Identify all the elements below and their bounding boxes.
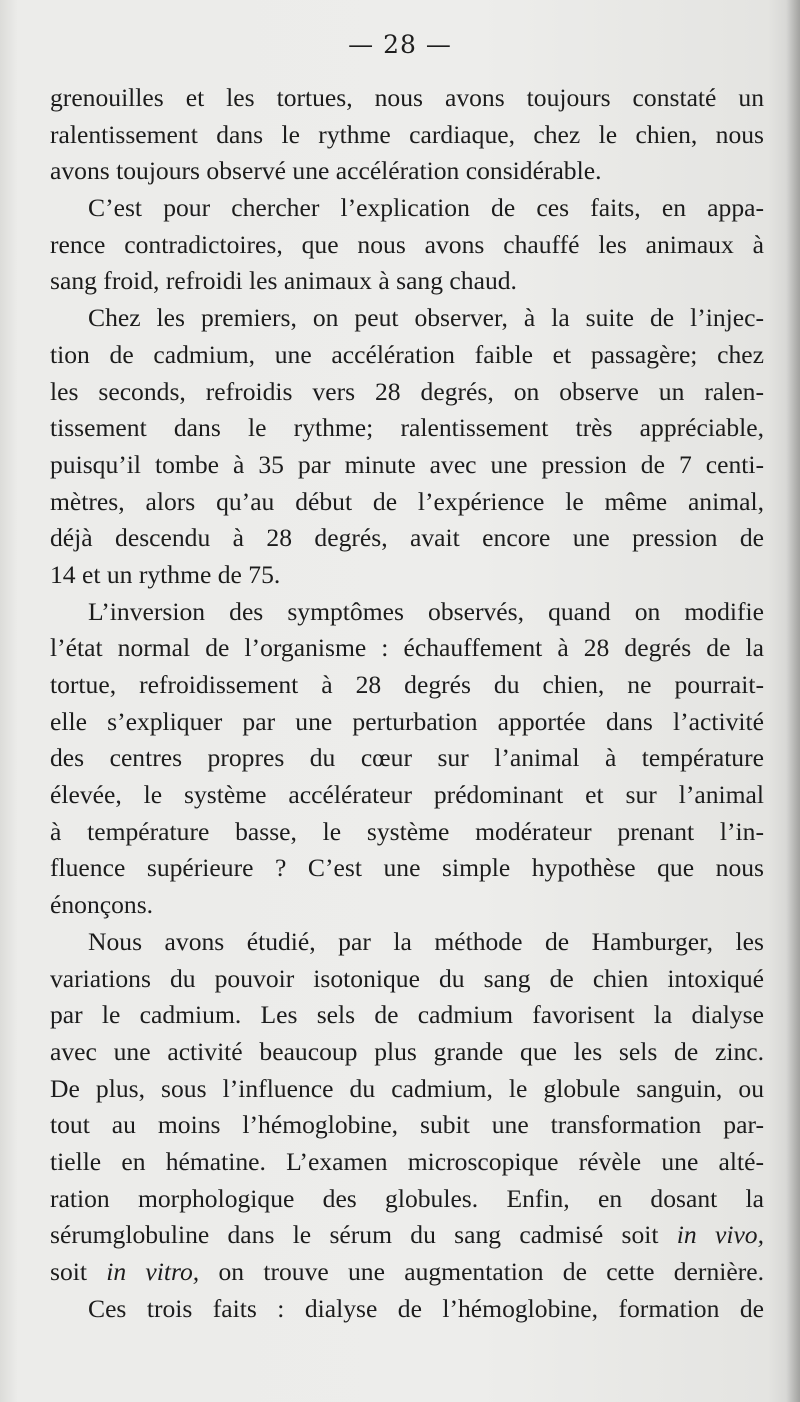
text-line: tielle en hématine. L’examen microscopique révèle une alté- [50, 1146, 764, 1176]
text-line: C’est pour chercher l’explication de ces faits, en appa- [88, 193, 764, 223]
text-segment: sérumglobuline dans le sérum du sang cadmisé soit [50, 1220, 659, 1250]
text-line: fluence supérieure ? C’est une simple hypothèse que nous [50, 853, 764, 883]
text-line: ralentissement dans le rythme cardiaque, chez le chien, nous [50, 119, 764, 149]
text-line: Nous avons étudié, par la méthode de Hamburger, les [88, 926, 764, 956]
paragraph-3 [50, 300, 764, 594]
text-line: variations du pouvoir isotonique du sang de chien intoxiqué [50, 963, 764, 993]
text-line: les seconds, refroidis vers 28 degrés, on observe un ralen- [50, 376, 764, 406]
text-line: avons toujours observé une accélération considérable. [50, 156, 602, 186]
text-line: Chez les premiers, on peut observer, à la suite de l’injec- [88, 303, 764, 333]
text-line: 14 et un rythme de 75. [50, 559, 281, 589]
paragraph-1 [50, 80, 764, 190]
text-line: ration morphologique des globules. Enfin, en dosant la [50, 1183, 764, 1213]
paragraph-4 [50, 594, 764, 924]
text-line: avec une activité beaucoup plus grande que les sels de zinc. [50, 1036, 764, 1066]
text-line: par le cadmium. Les sels de cadmium favorisent la dialyse [50, 1000, 764, 1030]
text-segment: soit [50, 1257, 87, 1286]
text-line: l’état normal de l’organisme : échauffement à 28 degrés de la [50, 633, 764, 663]
italic-term: in vivo, [676, 1220, 764, 1250]
text-line: De plus, sous l’influence du cadmium, le globule sanguin, ou [50, 1073, 764, 1103]
page-number: — 28 — [348, 30, 452, 59]
paragraph-2 [50, 190, 764, 300]
text-line: tissement dans le rythme; ralentissement très appréciable, [50, 413, 764, 443]
text-line: sang froid, refroidi les animaux à sang chaud. [50, 266, 517, 296]
text-line: élevée, le système accélérateur prédominant et sur l’animal [50, 780, 764, 810]
paragraph-6 [50, 1291, 764, 1328]
text-line: énonçons. [50, 890, 154, 920]
paragraph-5 [50, 924, 764, 1291]
text-line: grenouilles et les tortues, nous avons toujours constaté un [50, 83, 764, 112]
text-line: elle s’expliquer par une perturbation apportée dans l’activité [50, 706, 764, 736]
text-line: des centres propres du cœur sur l’animal à température [50, 743, 764, 773]
body-text [50, 80, 764, 1327]
text-line-with-italic [50, 1217, 764, 1254]
text-line: à température basse, le système modérateur prenant l’in- [50, 816, 764, 846]
text-line: mètres, alors qu’au début de l’expérience le même animal, [50, 486, 764, 516]
text-segment: on trouve une augmentation de cette dernière. [218, 1257, 764, 1286]
page-edge-shadow [786, 0, 800, 1402]
text-line-with-italic [50, 1254, 764, 1291]
italic-term: in vitro, [106, 1257, 200, 1286]
text-line: Ces trois faits : dialyse de l’hémoglobine, formation de [88, 1293, 764, 1323]
text-line: tout au moins l’hémoglobine, subit une transformation par- [50, 1110, 764, 1140]
text-line: puisqu’il tombe à 35 par minute avec une pression de 7 centi- [50, 449, 764, 479]
text-line: L’inversion des symptômes observés, quand on modifie [88, 596, 764, 626]
text-line: rence contradictoires, que nous avons chauffé les animaux à [50, 229, 764, 259]
text-line: tortue, refroidissement à 28 degrés du chien, ne pourrait- [50, 670, 764, 699]
text-line: déjà descendu à 28 degrés, avait encore une pression de [50, 523, 764, 553]
text-line: tion de cadmium, une accélération faible et passagère; chez [50, 339, 764, 369]
